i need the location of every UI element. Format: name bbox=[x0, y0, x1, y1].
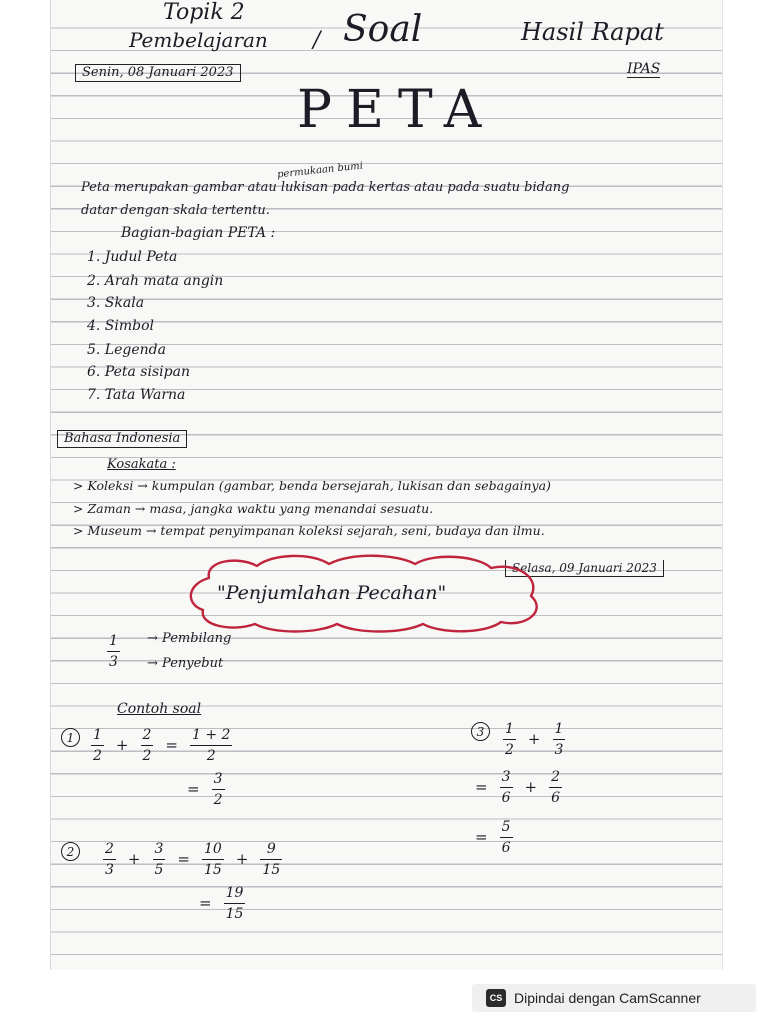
fraction-bar bbox=[500, 787, 513, 788]
list-item: 4. Simbol bbox=[87, 318, 155, 334]
fraction-bar bbox=[503, 739, 516, 740]
numerator: 2 bbox=[105, 841, 114, 857]
fraction bbox=[500, 770, 513, 805]
fraction bbox=[553, 722, 566, 757]
fraction-parts bbox=[107, 634, 120, 669]
subject-label: Pembelajaran bbox=[129, 28, 268, 52]
numerator: 1 bbox=[505, 721, 514, 737]
example-number-circle: 1 bbox=[61, 728, 80, 747]
fraction bbox=[500, 820, 513, 855]
denominator: 2 bbox=[93, 748, 102, 764]
numerator: 10 bbox=[204, 841, 222, 857]
fraction bbox=[549, 770, 562, 805]
denominator-label: → Penyebut bbox=[147, 656, 224, 671]
list-item: 6. Peta sisipan bbox=[87, 364, 190, 380]
operator: = bbox=[177, 850, 190, 868]
list-item: 5. Legenda bbox=[87, 342, 166, 358]
fraction bbox=[503, 722, 516, 757]
fraction bbox=[260, 842, 282, 877]
definition-insert: permukaan bumi bbox=[276, 160, 364, 181]
example-number-circle: 3 bbox=[471, 722, 490, 741]
denominator: 3 bbox=[105, 862, 114, 878]
denominator: 2 bbox=[213, 792, 223, 808]
denominator: 15 bbox=[204, 862, 222, 878]
numerator: 1 bbox=[554, 721, 564, 737]
camscanner-logo-icon: CS bbox=[486, 989, 506, 1007]
denominator: 3 bbox=[109, 654, 118, 670]
numerator: 2 bbox=[142, 727, 152, 743]
denominator: 2 bbox=[505, 742, 514, 758]
fraction-bar bbox=[553, 739, 566, 740]
denominator: 15 bbox=[262, 862, 281, 878]
numerator: 9 bbox=[266, 841, 276, 857]
topic-label: Topik 2 bbox=[163, 0, 245, 25]
fraction-bar bbox=[212, 789, 225, 790]
operator: = bbox=[475, 828, 488, 846]
numerator: 1 bbox=[93, 727, 102, 743]
math-title: "Penjumlahan Pecahan" bbox=[217, 582, 447, 604]
fraction-bar bbox=[190, 745, 232, 746]
operator: + bbox=[115, 736, 129, 754]
numerator: 19 bbox=[225, 885, 244, 901]
operator: = bbox=[187, 780, 200, 798]
fraction bbox=[190, 728, 232, 763]
fraction-bar bbox=[141, 745, 154, 746]
camscanner-banner bbox=[472, 984, 756, 1012]
numerator-label: → Pembilang bbox=[147, 631, 232, 646]
numerator: 1 bbox=[109, 633, 118, 649]
fraction-bar bbox=[224, 903, 246, 904]
vocab-item: > Zaman → masa, jangka waktu yang menandai sesuatu. bbox=[73, 501, 434, 516]
operator: + bbox=[127, 850, 141, 868]
divider-stroke: / bbox=[313, 28, 321, 53]
kosakata-label: Kosakata : bbox=[107, 457, 176, 472]
numerator: 1 + 2 bbox=[192, 727, 231, 743]
title-soal: Soal bbox=[343, 9, 423, 50]
denominator: 5 bbox=[154, 862, 164, 878]
list-item: 2. Arah mata angin bbox=[87, 273, 224, 289]
definition-line-1: Peta merupakan gambar atau lukisan pada kertas atau pada suatu bidang bbox=[81, 180, 570, 195]
math-date-text: Selasa, 09 Januari 2023 bbox=[512, 561, 657, 575]
fraction-bar bbox=[500, 837, 513, 838]
list-item: 1. Judul Peta bbox=[87, 249, 178, 265]
definition-line-2: datar dengan skala tertentu. bbox=[81, 203, 270, 218]
fraction bbox=[153, 842, 166, 877]
fraction-bar bbox=[91, 745, 104, 746]
operator: = bbox=[199, 894, 212, 912]
bahasa-heading: Bahasa Indonesia bbox=[57, 430, 187, 448]
fraction-bar bbox=[153, 859, 166, 860]
denominator: 6 bbox=[501, 840, 511, 856]
fraction-bar bbox=[107, 651, 120, 652]
fraction bbox=[224, 886, 246, 921]
fraction-bar bbox=[549, 787, 562, 788]
list-item: 3. Skala bbox=[87, 295, 145, 311]
fraction bbox=[91, 728, 104, 763]
fraction bbox=[212, 772, 225, 807]
operator: + bbox=[524, 778, 538, 796]
numerator: 5 bbox=[501, 819, 511, 835]
denominator: 6 bbox=[501, 790, 511, 806]
operator: = bbox=[475, 778, 488, 796]
notebook-page bbox=[50, 0, 722, 970]
vocab-item: > Museum → tempat penyimpanan koleksi sejarah, seni, budaya dan ilmu. bbox=[73, 523, 545, 538]
denominator: 3 bbox=[554, 742, 564, 758]
fraction bbox=[141, 728, 154, 763]
operator: + bbox=[527, 730, 541, 748]
class-label: IPAS bbox=[627, 61, 661, 77]
fraction-bar bbox=[103, 859, 116, 860]
denominator: 2 bbox=[206, 748, 216, 764]
main-title: PETA bbox=[297, 80, 496, 140]
denominator: 15 bbox=[225, 906, 244, 922]
example-number-circle: 2 bbox=[61, 842, 80, 861]
denominator: 2 bbox=[142, 748, 152, 764]
fraction-bar bbox=[260, 859, 282, 860]
camscanner-label: Dipindai dengan CamScanner bbox=[514, 990, 701, 1006]
numerator: 2 bbox=[551, 769, 560, 785]
numerator: 3 bbox=[154, 841, 164, 857]
contoh-soal-label: Contoh soal bbox=[117, 701, 202, 717]
numerator: 3 bbox=[213, 771, 223, 787]
fraction-bar bbox=[202, 859, 224, 860]
vocab-item: > Koleksi → kumpulan (gambar, benda bersejarah, lukisan dan sebagainya) bbox=[73, 478, 551, 493]
date-box: Senin, 08 Januari 2023 bbox=[75, 64, 241, 82]
fraction bbox=[202, 842, 224, 877]
numerator: 3 bbox=[501, 769, 511, 785]
tag-label: Hasil Rapat bbox=[521, 18, 664, 46]
fraction bbox=[103, 842, 116, 877]
operator: = bbox=[165, 736, 178, 754]
parts-heading: Bagian-bagian PETA : bbox=[121, 225, 276, 241]
operator: + bbox=[235, 850, 249, 868]
denominator: 6 bbox=[551, 790, 560, 806]
list-item: 7. Tata Warna bbox=[87, 387, 186, 403]
